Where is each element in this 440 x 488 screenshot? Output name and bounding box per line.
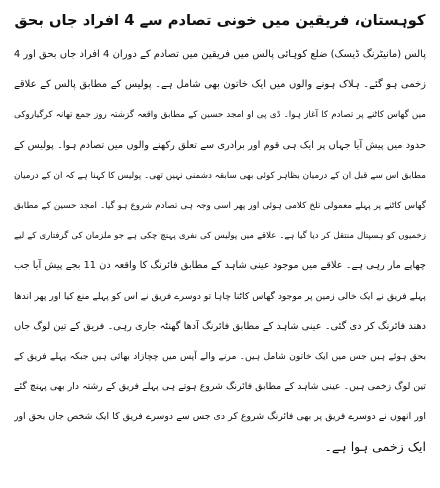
article-line: مطابق اس سے قبل ان کے درمیان بظاہر کوئی بھی سابقہ دشمنی نہیں تھی۔ پولیس کا کہنا ہے کہ ان کے درمیان <box>14 170 426 181</box>
article-line: حدود میں پیش آیا جہاں پر ایک ہی قوم اور برادری سے تعلق رکھنے والوں میں تصادم ہوا۔ پولیس کے <box>14 139 426 151</box>
article-line: زخمی ہو گئے۔ ہلاک ہونے والوں میں ایک خاتون بھی شامل ہے۔ پولیس کے مطابق پالس کے علاقے <box>14 79 426 91</box>
article-line: چھاپے مار رہی ہے۔ علاقے میں موجود عینی شاہد کے مطابق فائرنگ کا واقعہ دن 11 بجے پیش آیا جب <box>14 260 426 272</box>
article-line: میں گھاس کاٹنے پر تصادم کا آغاز ہوا۔ ڈی پی او امجد حسین کے مطابق واقعہ گزشتہ روز جمع تھانہ کرگیاروکی <box>14 110 426 121</box>
article-line: دھند فائرنگ کر دی گئی۔ عینی شاہد کے مطابق فائرنگ آدھا گھنٹہ جاری رہی۔ فریق کے تین لوگ جاں <box>14 320 426 332</box>
article-line-last: ایک زخمی ہوا ہے۔ <box>324 439 426 455</box>
article-line: بحق ہوئے ہیں جس میں ایک خاتون شامل ہیں۔ مرنے والے آپس میں چچازاد بھائی ہیں جبکہ پہلے فریق کے <box>14 350 426 362</box>
article-line: اور انھوں نے دوسرے فریق پر بھی فائرنگ شروع کر دی جس سے دوسرے فریق کا ایک شخص جاں بحق اور <box>14 411 426 423</box>
article-line: زخمیوں کو ہسپتال منتقل کر دیا گیا ہے۔ علاقے میں پولیس کی نفری پہنچ چکی ہے جو ملزمان کی گرفتاری کے لیے <box>14 231 426 242</box>
article-line: گھاس کاٹنے پر پہلے معمولی تلخ کلامی ہوئی اور پھر اسی وجہ ہی تصادم شروع ہو گیا۔ امجد حسین کے مطابق <box>14 200 426 211</box>
article-line: پالس (مانیٹرنگ ڈیسک) ضلع کوہائی پالس میں فریقین میں تصادم کے دوران 4 افراد جاں بحق اور 4 <box>14 49 426 60</box>
article-line: تین لوگ زخمی ہیں۔ عینی شاہد کے مطابق فائرنگ شروع ہوتے ہی پہلے فریق کے رشتہ دار بھی پہنچ گئے <box>14 381 426 393</box>
article-headline: کوہستان، فریقین میں خونی تصادم سے 4 افراد جاں بحق <box>14 12 426 29</box>
article-line: پہلے فریق نے ایک خالی زمین پر موجود گھاس کاٹنا چاہا تو دوسرے فریق نے اس کو پہلے منع کیا اور پھر اندھا <box>14 290 426 302</box>
article-body <box>14 40 426 463</box>
